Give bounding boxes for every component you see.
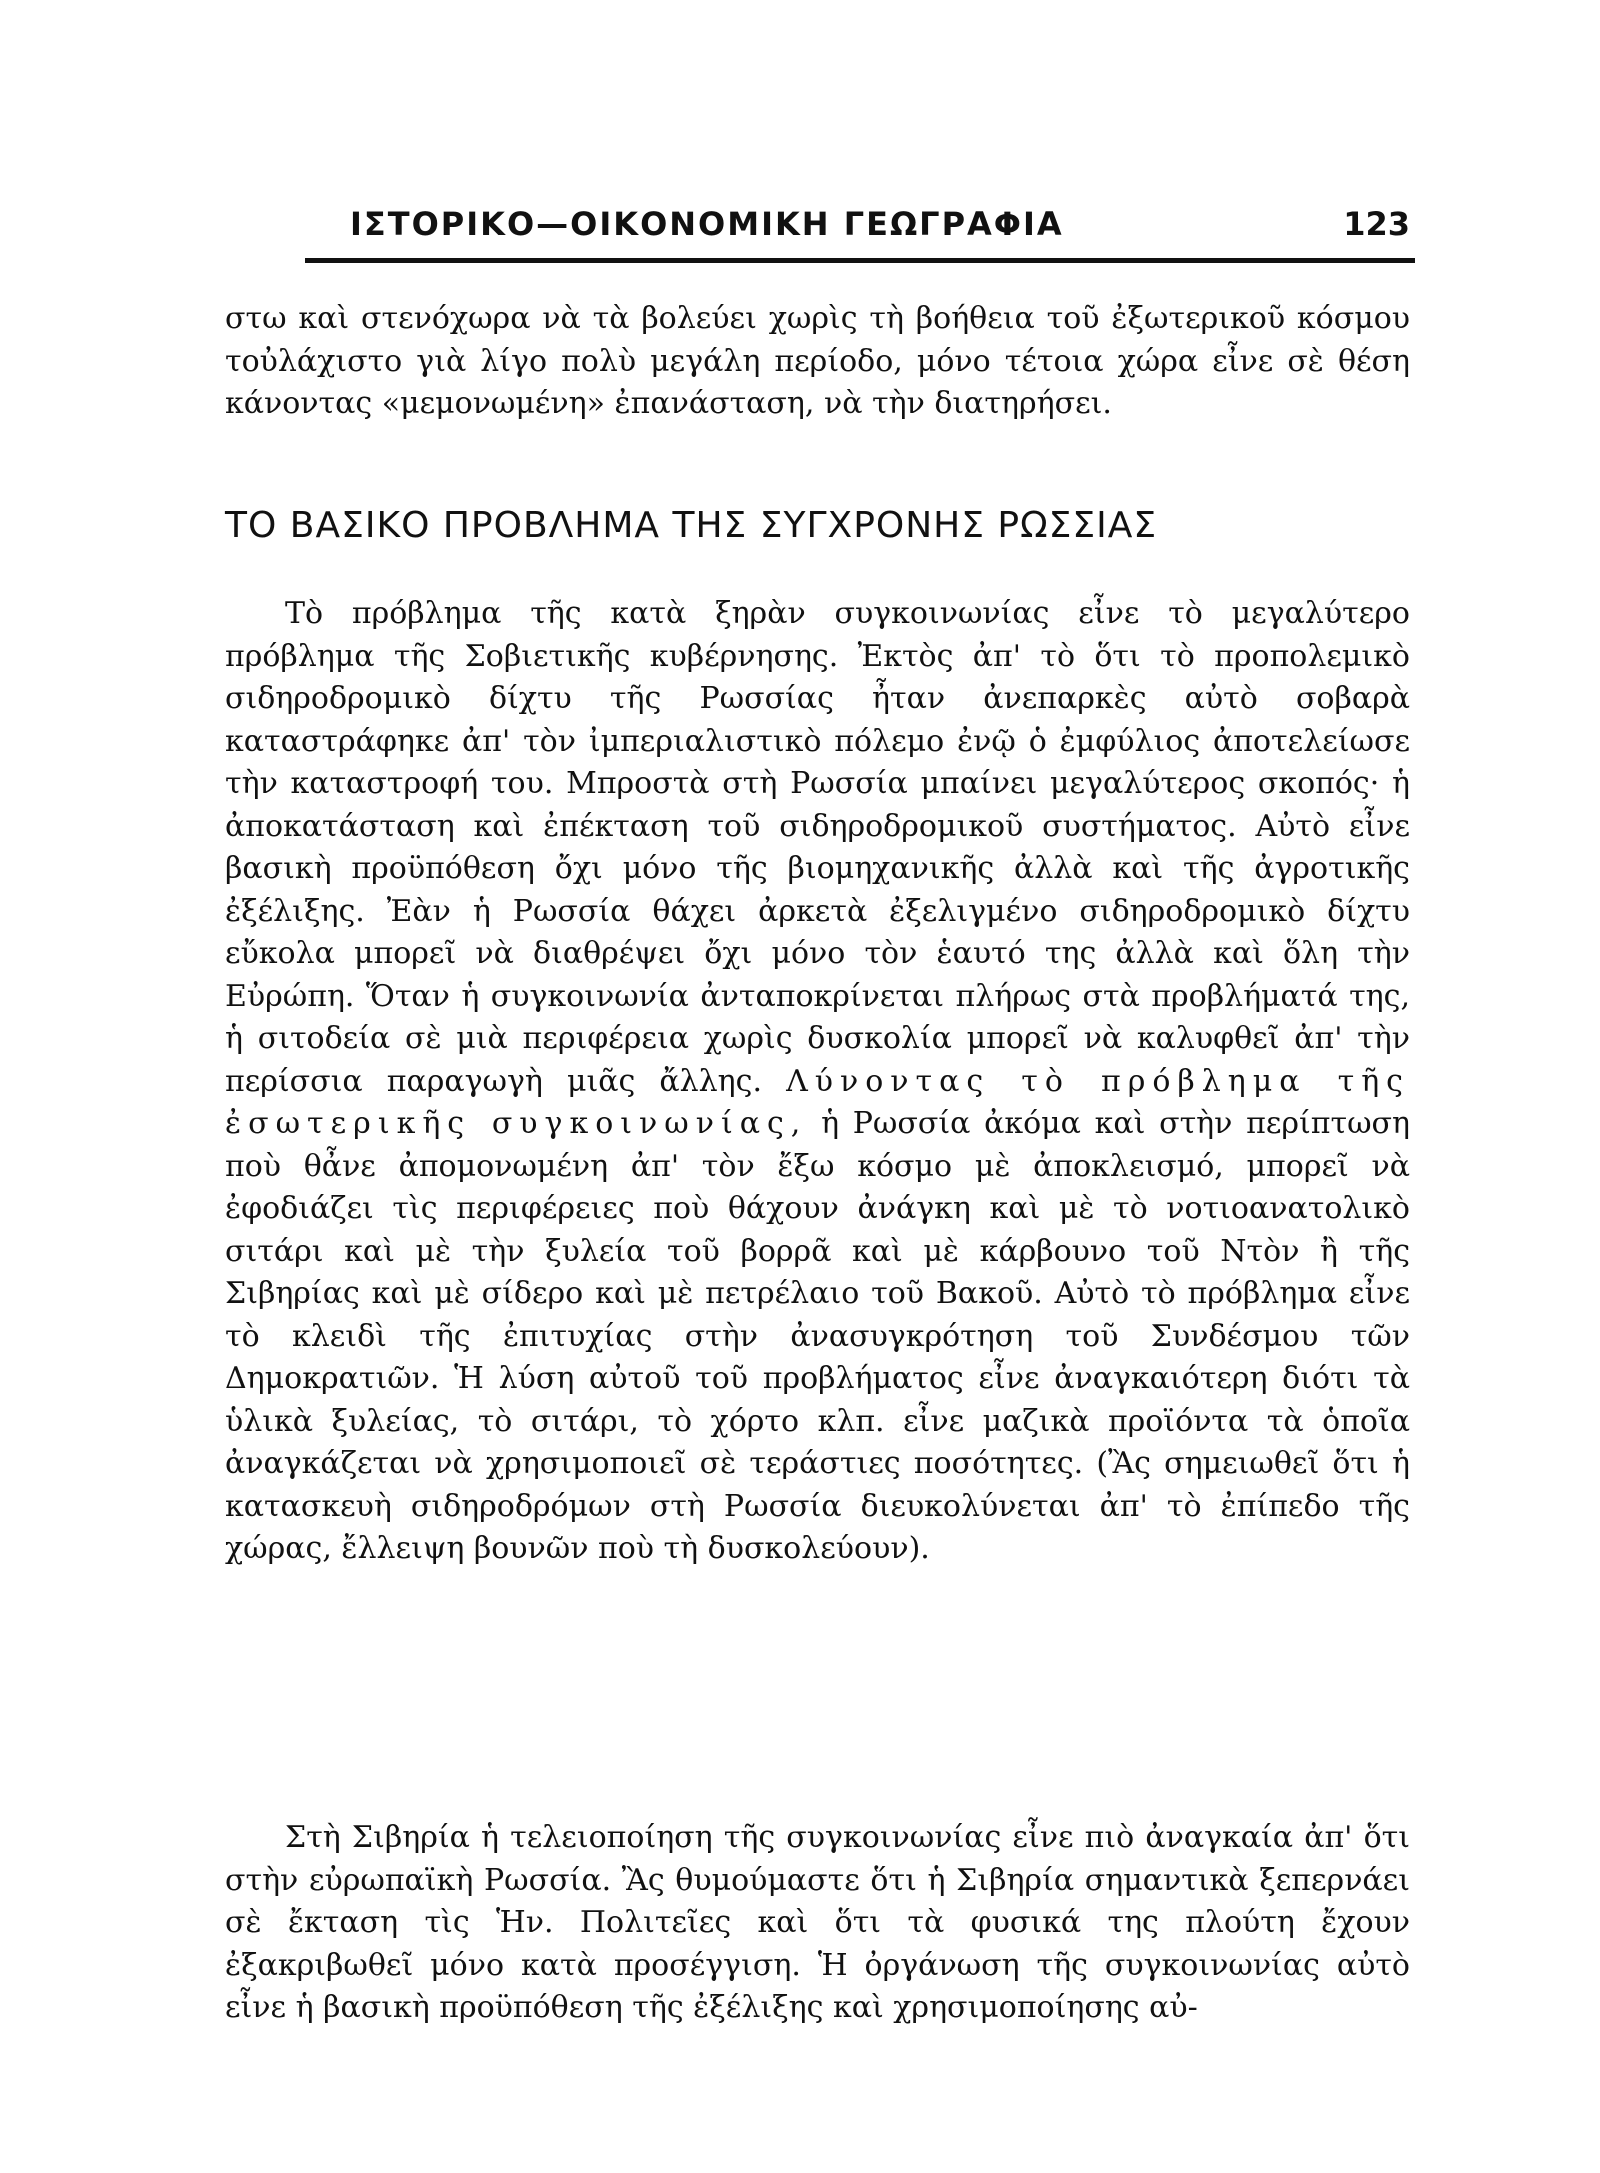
running-title: ΙΣΤΟΡΙΚΟ—ΟΙΚΟΝΟΜΙΚΗ ΓΕΩΓΡΑΦΙΑ [350,205,1064,243]
paragraph-1-part1: Τὸ πρόβλημα τῆς κατὰ ξηρὰν συγκοινωνίας εἶνε τὸ μεγαλύτερο πρόβλημα τῆς Σοβιετικῆς κυβέρνησης. Ἐκτὸς ἀπ' τὸ ὅτι τὸ προπολεμικὸ σιδηροδρομικὸ δίχτυ τῆς Ρωσσίας ἦταν ἀνεπαρκὲς αὐτὸ σοβαρὰ καταστράφηκε ἀπ' τὸν ἰμπεριαλιστικὸ πόλεμο ἐνῷ ὁ ἐμφύλιος ἀποτελείωσε τὴν καταστροφή του. Μπροστὰ στὴ Ρωσσία μπαίνει μεγαλύτερος σκοπός· ἡ ἀποκατάσταση καὶ ἐπέκταση τοῦ σιδηροδρομικοῦ συστήματος. Αὐτὸ εἶνε βασικὴ προϋπόθεση ὄχι μόνο τῆς βιομηχανικῆς ἀλλὰ καὶ τῆς ἀγροτικῆς ἐξέλιξης. Ἐὰν ἡ Ρωσσία θάχει ἀρκετὰ ἐξελιγμένο σιδηροδρομικὸ δίχτυ εὔκολα μπορεῖ νὰ διαθρέψει ὄχι μόνο τὸν ἑαυτό της ἀλλὰ καὶ ὅλη τὴν Εὐρώπη. Ὅταν ἡ συγκοινωνία ἀνταποκρίνεται πλήρως στὰ προβλήματά της, ἡ σιτοδεία σὲ μιὰ περιφέρεια χωρὶς δυσκολία μπορεῖ νὰ καλυφθεῖ ἀπ' τὴν περίσσια παραγωγὴ μιᾶς ἄλλης. [225,596,1410,1099]
paragraph-1-emphasis: Λύνοντας τὸ πρόβλημα τῆς ἐσωτερικῆς συγκοινωνίας, [225,1063,1410,1141]
paragraph-1-text [225,593,1410,1571]
running-header [310,205,1410,255]
paragraph-1 [225,593,1410,1571]
intro-text: στω καὶ στενόχωρα νὰ τὰ βολεύει χωρὶς τὴ βοήθεια τοῦ ἐξωτερικοῦ κόσμου τοὐλάχιστο γιὰ λίγο πολὺ μεγάλη περίοδο, μόνο τέτοια χώρα εἶνε σὲ θέση κάνοντας «μεμονωμένη» ἐπανάσταση, νὰ τὴν διατηρήσει. [225,301,1410,421]
intro-paragraph [225,298,1410,426]
page-number: 123 [1343,205,1410,243]
paragraph-1-part2: ἡ Ρωσσία ἀκόμα καὶ στὴν περίπτωση ποὺ θἆνε ἀπομονωμένη ἀπ' τὸν ἔξω κόσμο μὲ ἀποκλεισμό, μπορεῖ νὰ ἐφοδιάζει τὶς περιφέρειες ποὺ θάχουν ἀνάγκη καὶ μὲ τὸ νοτιοανατολικὸ σιτάρι καὶ μὲ τὴν ξυλεία τοῦ βορρᾶ καὶ μὲ κάρβουνο τοῦ Ντὸν ἢ τῆς Σιβηρίας καὶ μὲ σίδερο καὶ μὲ πετρέλαιο τοῦ Βακοῦ. Αὐτὸ τὸ πρόβλημα εἶνε τὸ κλειδὶ τῆς ἐπιτυχίας στὴν ἀνασυγκρότηση τοῦ Συνδέσμου τῶν Δημοκρατιῶν. Ἡ λύση αὐτοῦ τοῦ προβλήματος εἶνε ἀναγκαιότερη διότι τὰ ὑλικὰ ξυλείας, τὸ σιτάρι, τὸ χόρτο κλπ. εἶνε μαζικὰ προϊόντα τὰ ὁποῖα ἀναγκάζεται νὰ χρησιμοποιεῖ σὲ τεράστιες ποσότητες. (Ἂς σημειωθεῖ ὅτι ἡ κατασκευὴ σιδηροδρόμων στὴ Ρωσσία διευκολύνεται ἀπ' τὸ ἐπίπεδο τῆς χώρας, ἔλλειψη βουνῶν ποὺ τὴ δυσκολεύουν). [225,1106,1410,1566]
paragraph-2-text: Στὴ Σιβηρία ἡ τελειοποίηση τῆς συγκοινωνίας εἶνε πιὸ ἀναγκαία ἀπ' ὅτι στὴν εὐρωπαϊκὴ Ρωσσία. Ἂς θυμούμαστε ὅτι ἡ Σιβηρία σημαντικὰ ξεπερνάει σὲ ἔκταση τὶς Ἡν. Πολιτεῖες καὶ ὅτι τὰ φυσικά της πλούτη ἔχουν ἐξακριβωθεῖ μόνο κατὰ προσέγγιση. Ἡ ὀργάνωση τῆς συγκοινωνίας αὐτὸ εἶνε ἡ βασικὴ προϋπόθεση τῆς ἐξέλιξης καὶ χρησιμοποίησης αὐ- [225,1820,1410,2025]
section-heading: ΤΟ ΒΑΣΙΚΟ ΠΡΟΒΛΗΜΑ ΤΗΣ ΣΥΓΧΡΟΝΗΣ ΡΩΣΣΙΑΣ [225,505,1158,546]
paragraph-2 [225,1817,1410,2030]
header-rule [305,258,1415,263]
